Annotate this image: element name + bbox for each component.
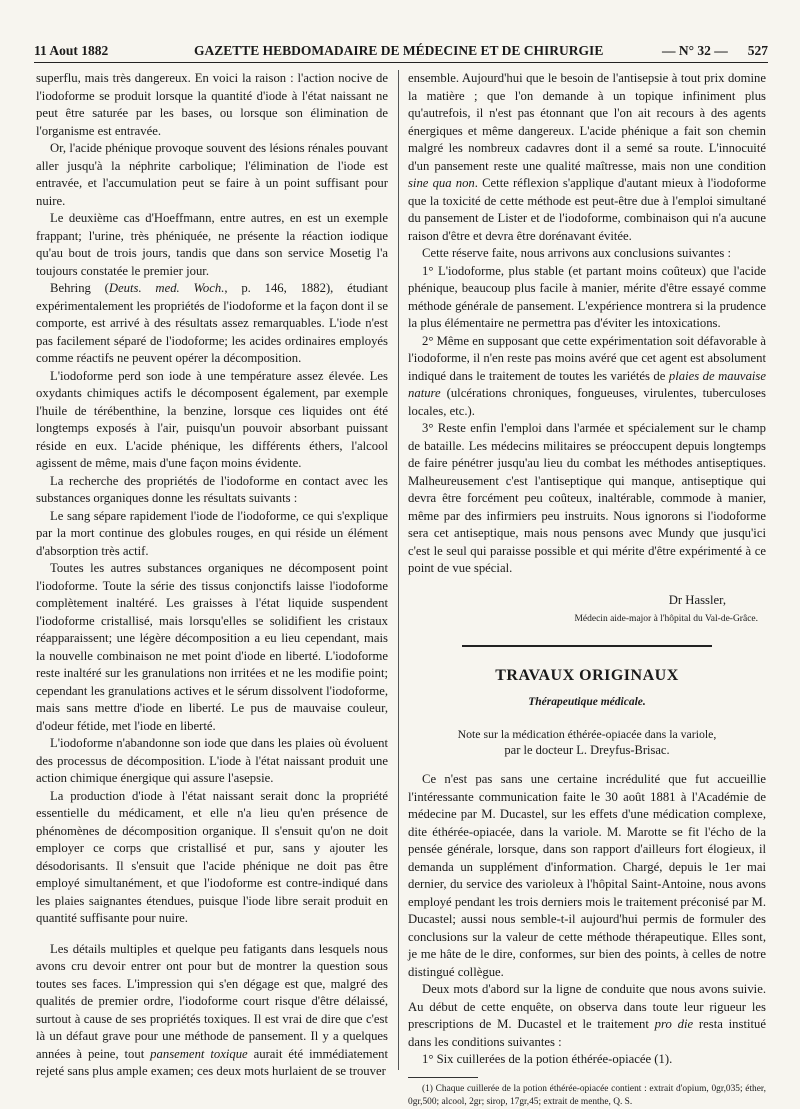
article-author: par le docteur L. Dreyfus-Brisac. xyxy=(504,742,670,757)
column-divider xyxy=(398,70,399,1070)
paragraph: superflu, mais très dangereux. En voici la raison : l'action nocive de l'iodoforme se produit lorsque la quantité d'iode à l'état naissant ne peut être saturée par les bases, ou lorsque son élimination de l'organisme est entravée. xyxy=(36,71,388,138)
citation: Deuts. med. Woch. xyxy=(108,281,225,295)
right-column xyxy=(408,70,766,1109)
issue-date: 11 Aout 1882 xyxy=(34,43,109,58)
paragraph: 2° Même en supposant que cette expérimentation soit défavorable à l'iodoforme, il n'en reste pas moins avéré que cet agent est absolument indiqué dans le traitement de toutes les variétés de plaies de mauvaise nature (ulcérations chroniques, fongueuses, virulentes, tuberculoses locales, etc.). xyxy=(408,333,767,418)
emphasis: sine qua non xyxy=(408,176,475,190)
page-number: 527 xyxy=(747,43,768,58)
issue-number: — N° 32 — xyxy=(662,43,728,58)
running-header xyxy=(34,40,768,63)
paragraph: Ce n'est pas sans une certaine incrédulité que fut accueillie l'intéressante communication faite le 30 août 1881 à l'Académie de médecine par M. Ducastel, sur les effets d'une médication complexe, dite éthérée-opiacée, dans la variole. M. Marotte se fit l'écho de la pensée générale, lorsque, dans son rapport d'ailleurs fort élogieux, il demanda un supplément d'information. Chargé, depuis le 1er mai dernier, du service des varioleux à l'hôpital Saint-Antoine, nous avons employé pendant les trois derniers mois le traitement préconisé par M. Ducastel; aussi nous semble-t-il aujourd'hui permis de formuler des conclusions sur la valeur de cette méthode thérapeutique. Elles sont, je me hâte de le dire, conformes, sur bien des points, à celles de notre distingué collègue. xyxy=(408,772,766,979)
paragraph: La production d'iode à l'état naissant serait donc la propriété essentielle du médicament, et elle n'a lieu qu'en présence de phénomènes de décomposition organique. Il s'ensuit qu'on ne doit employer ce corps que cristallisé et pur, sans y ajouter les désodorisants. Il s'ensuit que l'acide phénique ne doit pas être employé simultanément, et que l'iodoforme est contre-indiqué dans les plaies saignantes étendues, puisque l'iode libre serait produit en quantité suffisante pour nuire. xyxy=(36,788,388,925)
section-title: TRAVAUX ORIGINAUX xyxy=(495,666,679,684)
journal-title: GAZETTE HEBDOMADAIRE DE MÉDECINE ET DE CHIRURGIE xyxy=(194,43,604,58)
paragraph: L'iodoforme n'abandonne son iode que dans les plaies où évoluent des processus de décomposition. L'iode à l'état naissant produit une action chimique énergique qui assure l'asepsie. xyxy=(36,736,388,785)
article-title: Note sur la médication éthérée-opiacée dans la variole, xyxy=(457,726,717,741)
paragraph: L'iodoforme perd son iode à une température assez élevée. Les oxydants chimiques actifs le décomposent également, par exemple l'huile de térébenthine, la benzine, lorsque ces liquides ont été longtemps exposés à l'air, puisqu'un pouvoir absorbant puissant réside en eux. L'acide phénique, les différents éthers, l'alcool agissent de même, mais d'une façon moins évidente. xyxy=(36,368,388,470)
paragraph: Les détails multiples et quelque peu fatigants dans lesquels nous avons cru devoir entrer ont pour but de montrer la question sous toutes ses faces. L'impression qui s'en dégage est que, malgré des qualités de premier ordre, l'iodoforme court risque d'être délaissé, surtout à cause de ses propriétés toxiques. Il est vrai de dire que c'est là un défaut grave pour une méthode de pansement. Il y a quelques années à peine, tout pansement toxique aurait été immédiatement rejeté sans plus ample examen; ces deux mots hurlaient de se trouver xyxy=(36,941,388,1078)
paragraph: Le deuxième cas d'Hoeffmann, entre autres, en est un exemple frappant; l'urine, très phéniquée, ne présente la réaction iodique qu'au bout de trois jours, tandis que dans son service Mosetig l'a toujours constatée le premier jour. xyxy=(36,211,388,278)
author-signature: Dr Hassler, xyxy=(668,592,726,607)
left-column xyxy=(36,70,388,1081)
author-affiliation: Médecin aide-major à l'hôpital du Val-de-Grâce. xyxy=(574,614,758,624)
paragraph: Le sang sépare rapidement l'iode de l'iodoforme, ce qui s'explique par la mort continue des globules rouges, en qui réside un élément d'absorption très actif. xyxy=(36,508,388,558)
paragraph: Or, l'acide phénique provoque souvent des lésions rénales pouvant aller jusqu'à la néphrite carbolique; l'élimination de l'iode est entravée, et l'accumulation peut se faire à un point suffisant pour nuire. xyxy=(36,141,388,208)
emphasis: plaies de mauvaise nature xyxy=(408,368,767,400)
paragraph: Behring (Deuts. med. Woch., p. 146, 1882), étudiant expérimentalement les propriétés de l'iodoforme et la façon dont il se comporte, est arrivé à des résultats assez remarquables. L'iode n'est pas facilement séparé de l'iodoforme; les acides ordinaires employés comme réactifs ne peuvent opérer la décomposition. xyxy=(36,281,388,365)
section-rule xyxy=(462,645,712,647)
paragraph: Toutes les autres substances organiques ne décomposent point l'iodoforme. Toute la série des tissus conjonctifs laisse l'iodoforme complètement inaltéré. Les graisses à l'état liquide suspendent l'iodoforme cristallisé, mais lorsqu'elles se solidifient les cristaux réapparaissent; une légère décomposition a eu lieu cependant, mais la nouvelle combinaison ne met point d'iode en liberté. L'iodoforme reste inaltéré sur les granulations non irritées et ne les modifie point; cependant les granulations actives et le sérum dissolvent l'iodoforme, mais sans mettre d'iode en liberté. Le pus de mauvaise couleur, d'odeur fétide, met l'iode en liberté. xyxy=(36,561,388,733)
paragraph: ensemble. Aujourd'hui que le besoin de l'antisepsie à tout prix domine la matière ; que l'on demande à un topique infiniment plus qu'autrefois, il n'est pas étonnant que l'on ait recours à des agents énergiques et même dangereux. L'acide phénique a fait son chemin malgré les nombreux cadavres dont il a semé sa route. L'innocuité d'un pansement reste une qualité maîtresse, mais non une condition sine qua non. Cette réflexion s'applique d'autant mieux à l'iodoforme que la toxicité de cette méthode est peut-être due à l'emploi simultané du pansement de Lister et de l'iodoforme, combinaison qui n'a aucune raison d'être et devra être dorénavant évitée. xyxy=(408,71,766,243)
emphasis: pro die xyxy=(654,1017,694,1031)
paragraph: La recherche des propriétés de l'iodoforme en contact avec les substances organiques donne les résultats suivants : xyxy=(36,473,388,505)
paragraph: Deux mots d'abord sur la ligne de conduite que nous avons suivie. Au début de cette enquête, on observa dans toute leur rigueur les prescriptions de M. Ducastel et le traitement pro die resta institué dans les conditions suivantes : xyxy=(408,982,767,1049)
paragraph: 1° L'iodoforme, plus stable (et partant moins coûteux) que l'acide phénique, beaucoup plus facile à manier, mérite d'être essayé comme méthode générale de pansement. L'expérience montrera si la prudence la plus élémentaire ne permettra pas d'éviter les intoxications. xyxy=(408,263,766,330)
section-subtitle: Thérapeutique médicale. xyxy=(528,696,646,708)
footnote: (1) Chaque cuillerée de la potion éthérée-opiacée contient : extrait d'opium, 0gr,035; éther, 0gr,500; alcool, 2gr; sirop, 17gr,45; extrait de menthe, Q. S. xyxy=(408,1083,766,1107)
emphasis: pansement toxique xyxy=(150,1046,248,1061)
footnote-rule xyxy=(408,1077,478,1078)
paragraph: Cette réserve faite, nous arrivons aux conclusions suivantes : xyxy=(422,246,731,260)
paragraph: 3° Reste enfin l'emploi dans l'armée et spécialement sur le champ de bataille. Les médecins militaires se préoccupent depuis longtemps de faire pénétrer jusqu'au lieu du combat les méthodes antiseptiques. Malheureusement c'est l'antiseptique qui manque, antiseptique qui devra être forcément peu coûteux, inaltérable, commode à manier, même par des infirmiers peu instruits. Nous ignorons si l'iodoforme sera cet antiseptique, mais nous pensons avec Mundy que jusqu'ici c'est le seul qui paraisse possible et qui mérite d'être expérimenté à ce point de vue spécial. xyxy=(408,421,766,575)
paragraph: 1° Six cuillerées de la potion éthérée-opiacée (1). xyxy=(422,1052,673,1066)
